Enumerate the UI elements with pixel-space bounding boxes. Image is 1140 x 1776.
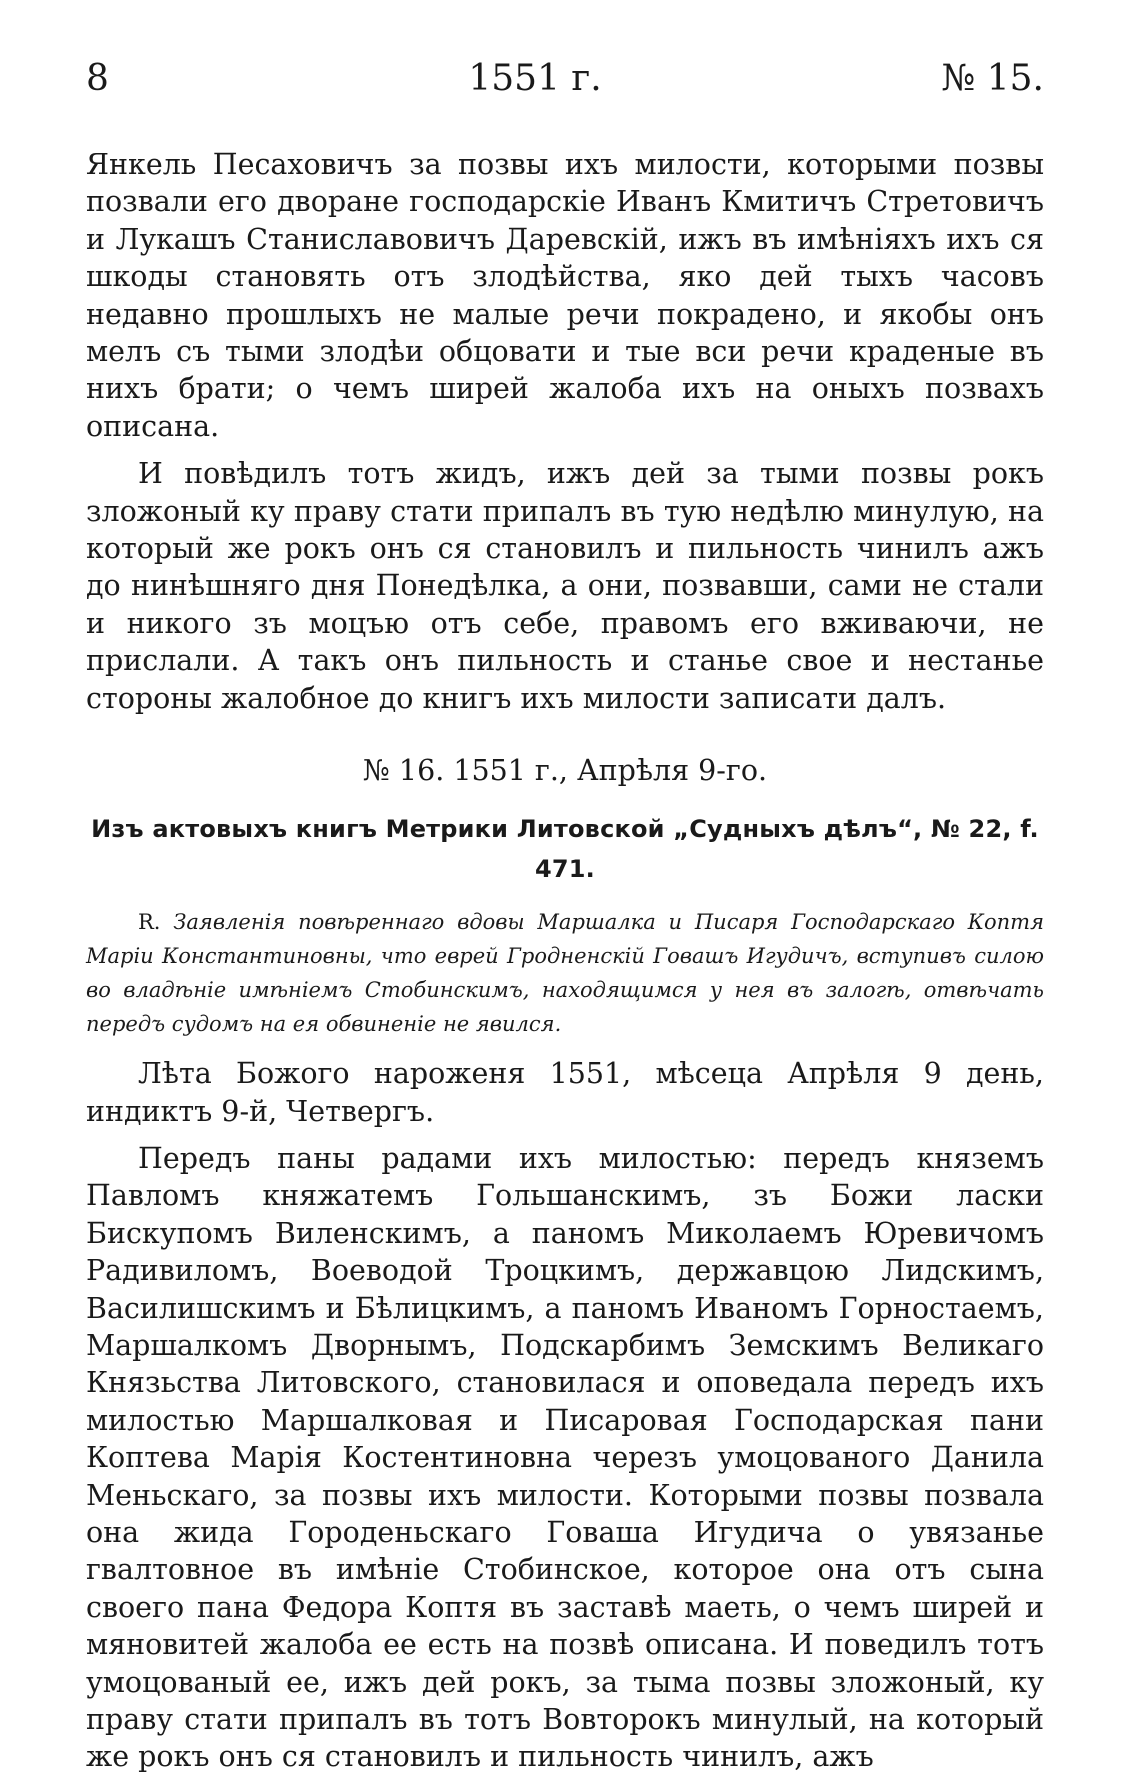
page-number: 8: [86, 58, 109, 99]
paragraph-4: Передъ паны радами ихъ милостью: передъ княземъ Павломъ княжатемъ Гольшанскимъ, зъ Божи ласки Бискупомъ Виленскимъ, а паномъ Миколаемъ Юревичомъ Радивиломъ, Воеводой Троцкимъ, державцою Лидскимъ, Василишскимъ и Бѣлицкимъ, а паномъ Иваномъ Горностаемъ, Маршалкомъ Дворнымъ, Подскарбимъ Земскимъ Великаго Князьства Литовского, становилася и оповедала передъ ихъ милостью Маршалковая и Писаровая Господарская пани Коптева Марія Костентиновна черезъ умоцованого Данила Меньскаго, за позвы ихъ милости. Которыми позвы позвала она жида Городеньскаго Говаша Игудича о увязанье гвалтовное въ имѣніе Стобинское, которое она отъ сына своего пана Федора Коптя въ заставѣ маеть, о чемъ ширей и мяновитей жалоба ее есть на позвѣ описана. И поведилъ тотъ умоцованый ее, ижъ дей рокъ, за тыма позвы зложоный, ку праву стати припалъ въ тотъ Вовторокъ минулый, на который же рокъ онъ ся становилъ и пильность чинилъ, ажъ: [86, 1141, 1044, 1774]
header-year: 1551 г.: [468, 58, 602, 99]
summary-text: Заявленія повѣреннаго вдовы Маршалка и Писаря Господарскаго Коптя Маріи Константиновны, что еврей Гродненскій Говашъ Игудичъ, вступивъ силою во владѣніе имѣніемъ Стобинскимъ, находящимся у нея въ залогѣ, отвѣчать передъ судомъ на ея обвиненіе не явился.: [86, 910, 1044, 1037]
document-number: № 15.: [941, 58, 1044, 99]
page-header: [86, 58, 1044, 118]
paragraph-3: Лѣта Божого нароженя 1551, мѣсеца Апрѣля 9 день, индиктъ 9-й, Четвергъ.: [86, 1057, 1044, 1128]
paragraph-2: И повѣдилъ тотъ жидъ, ижъ дей за тыми позвы рокъ зложоный ку праву стати припалъ въ тую недѣлю минулую, на который же рокъ онъ ся становилъ и пильность чинилъ ажъ до нинѣшняго дня Понедѣлка, а они, позвавши, сами не стали и никого зъ моцъю отъ себе, правомъ его вживаючи, не прислали. А такъ онъ пильность и станье свое и нестанье стороны жалобное до книгъ ихъ милости записати далъ.: [86, 457, 1044, 715]
paragraph-1: Янкель Песаховичъ за позвы ихъ милости, которыми позвы позвали его дворане господарскіе Иванъ Кмитичъ Стретовичъ и Лукашъ Станиславовичъ Даревскій, ижъ въ имѣніяхъ ихъ ся шкоды становять отъ злодѣйства, яко дей тыхъ часовъ недавно прошлыхъ не малые речи покрадено, и якобы онъ мелъ съ тыми злодѣи обцовати и тые вси речи краденые въ нихъ брати; о чемъ ширей жалоба ихъ на оныхъ позвахъ описана.: [86, 148, 1044, 443]
summary-mark: R.: [138, 910, 161, 935]
entry-summary: [86, 905, 1044, 1041]
document-page: [86, 58, 1044, 1776]
entry-source: Изъ актовыхъ книгъ Метрики Литовской „Судныхъ дѣлъ“, № 22, f. 471.: [91, 815, 1039, 884]
entry-title: № 16. 1551 г., Апрѣля 9-го.: [362, 754, 768, 788]
